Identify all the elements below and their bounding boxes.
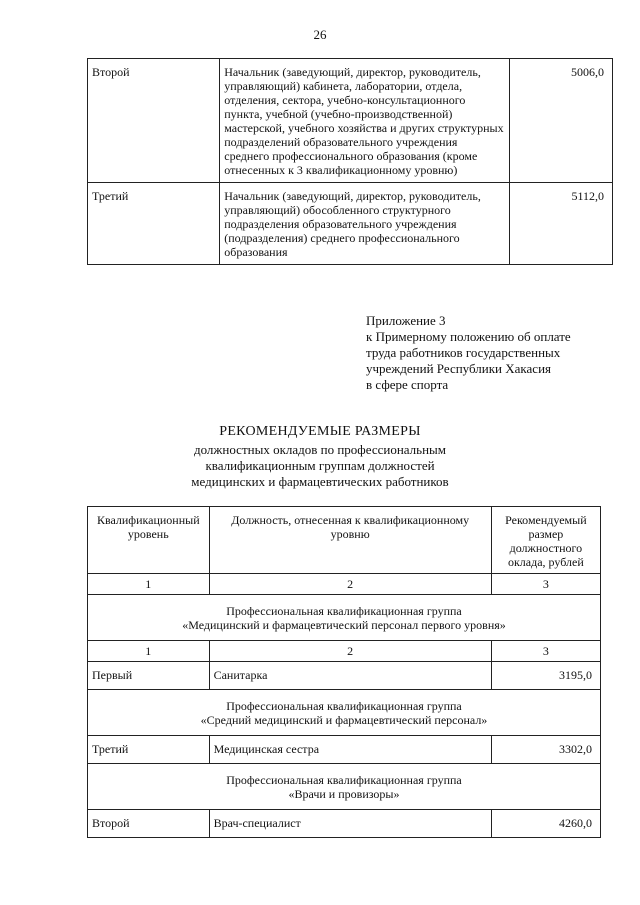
position-cell: Врач-специалист [209,810,491,838]
group-label: Профессиональная квалификационная группа [226,773,462,787]
salary-cell: 3195,0 [491,662,600,690]
group-name: «Врачи и провизоры» [288,787,400,801]
header-salary: Рекомендуемый размер должностного оклада, рублей [491,507,600,574]
table-row [88,183,613,265]
appendix-line: к Примерному положению об оплате [366,329,571,344]
group-label: Профессиональная квалификационная группа [226,699,462,713]
page-number: 26 [313,27,327,42]
qualification-level-cell: Третий [88,183,220,265]
table-row [88,59,613,183]
salary-cell: 5112,0 [509,183,612,265]
column-number: 1 [88,641,210,662]
column-number: 3 [491,641,600,662]
group-name: «Медицинский и фармацевтический персонал первого уровня» [182,618,506,632]
column-number: 2 [209,641,491,662]
table-row [88,662,601,690]
column-number: 1 [88,574,210,595]
appendix-line: учреждений Республики Хакасия [366,361,552,376]
column-number: 3 [491,574,600,595]
group-title [88,595,601,641]
continued-salary-table [87,58,613,265]
qualification-level-cell: Третий [88,736,210,764]
header-position: Должность, отнесенная к квалификационному уровню [209,507,491,574]
qualification-level-cell: Второй [88,59,220,183]
position-cell: Санитарка [209,662,491,690]
group-row [88,690,601,736]
header-level: Квалификационный уровень [88,507,210,574]
qualification-level-cell: Первый [88,662,210,690]
header-row [88,507,601,574]
title-line: должностных окладов по профессиональным [193,442,446,457]
group-row [88,595,601,641]
group-title [88,764,601,810]
table-row [88,736,601,764]
medical-salary-table [87,506,601,838]
salary-cell: 5006,0 [509,59,612,183]
title-line: квалификационным группам должностей [205,458,435,473]
title-line: медицинских и фармацевтических работников [191,474,449,489]
document-title [0,424,640,490]
group-name: «Средний медицинский и фармацевтический персонал» [200,713,488,727]
salary-cell: 4260,0 [491,810,600,838]
positions-cell: Начальник (заведующий, директор, руководитель, управляющий) кабинета, лаборатории, отдела, отделения, сектора, учебно-консультационного пункта, учебной (учебно-производственной) мастерской, учебного хозяйства и других структурных подразделений образовательного учреждения среднего профессионального образования (кроме отнесенных к 3 квалификационному уровню) [220,59,510,183]
column-number: 2 [209,574,491,595]
group-label: Профессиональная квалификационная группа [226,604,462,618]
group-row [88,764,601,810]
appendix-line: в сфере спорта [366,377,449,392]
column-number-row [88,574,601,595]
column-number-row [88,641,601,662]
salary-cell: 3302,0 [491,736,600,764]
appendix-heading [366,313,571,393]
qualification-level-cell: Второй [88,810,210,838]
group-title [88,690,601,736]
positions-cell: Начальник (заведующий, директор, руководитель, управляющий) обособленного структурного подразделения образовательного учреждения (подразделения) среднего профессионального образования [220,183,510,265]
title-main: РЕКОМЕНДУЕМЫЕ РАЗМЕРЫ [219,424,421,439]
appendix-line: труда работников государственных [366,345,561,360]
position-cell: Медицинская сестра [209,736,491,764]
table-row [88,810,601,838]
appendix-line: Приложение 3 [366,313,446,328]
